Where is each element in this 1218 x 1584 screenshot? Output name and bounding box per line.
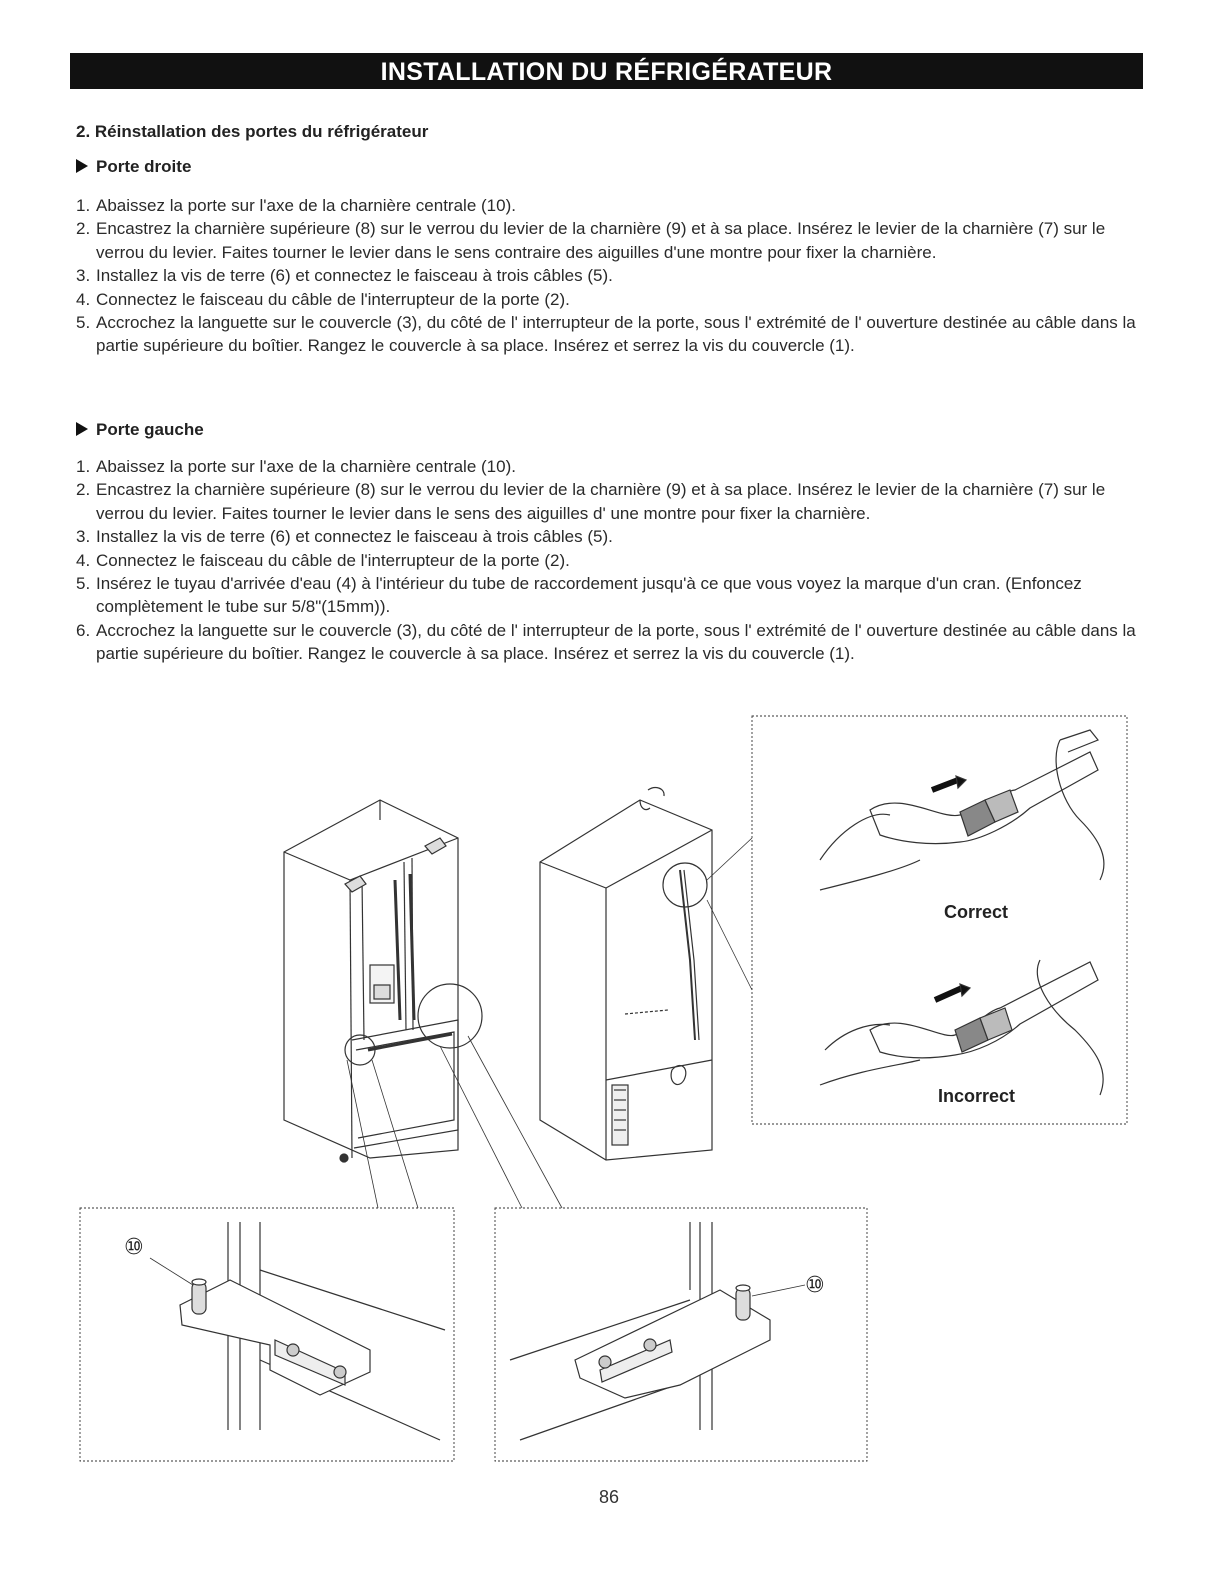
step-number: 5. [76,574,91,594]
step-text: Insérez le tuyau d'arrivée d'eau (4) à l'intérieur du tube de raccordement jusqu'à ce que vous voyez la marque d'un cran. (Enfoncez complètement le tube sur 5/8"(15mm)). [96,574,1082,617]
step-text: Installez la vis de terre (6) et connectez le faisceau à trois câbles (5). [96,527,613,547]
refrigerator-front-view [284,800,482,1162]
callout-10-right: ⑩ [805,1272,825,1297]
step-text: Encastrez la charnière supérieure (8) sur le verrou du levier de la charnière (9) et à sa place. Insérez le levier de la charnière (7) sur le verrou du levier. Faites tourner le levier dans le sens des aiguilles d' une montre pour fixer la charnière. [96,480,1106,523]
hose-detail-panel [752,716,1127,1124]
page-number: 86 [598,1487,620,1507]
step-text: Accrochez la languette sur le couvercle (3), du côté de l' interrupteur de la porte, sous l' extrémité de l' ouverture destinée au câble dans la partie supérieure du boîtier. Rangez le couvercle à sa place. Insérez et serrez la vis du couvercle (1). [96,313,1136,356]
step-text: Abaissez la porte sur l'axe de la charnière centrale (10). [96,457,516,476]
right-door-heading-label: Porte droite [96,157,192,176]
step-text: Connectez le faisceau du câble de l'interrupteur de la porte (2). [96,289,570,309]
right-hinge-detail [495,1208,867,1461]
step-number: 1. [76,457,91,476]
step-text: Installez la vis de terre (6) et connectez le faisceau à trois câbles (5). [96,266,613,286]
step-text: Connectez le faisceau du câble de l'interrupteur de la porte (2). [96,550,570,570]
step-number: 4. [76,289,91,309]
step-number: 3. [76,266,91,286]
incorrect-caption: Incorrect [938,1086,1016,1106]
page-banner: INSTALLATION DU RÉFRIGÉRATEUR [70,53,1143,89]
section-title: 2. Réinstallation des portes du réfrigérateur [76,122,429,141]
step-text: Abaissez la porte sur l'axe de la charnière centrale (10). [96,196,516,215]
step-number: 6. [76,620,91,640]
step-number: 1. [76,196,91,215]
left-door-heading-label: Porte gauche [96,420,204,439]
step-text: Accrochez la languette sur le couvercle (3), du côté de l' interrupteur de la porte, sous l' extrémité de l' ouverture destinée au câble dans la partie supérieure du boîtier. Rangez le couvercle à sa place. Insérez et serrez la vis du couvercle (1). [96,620,1136,664]
callout-10-left: ⑩ [124,1234,144,1259]
step-number: 3. [76,527,91,547]
refrigerator-back-view [540,788,712,1160]
correct-caption: Correct [944,902,1009,922]
step-text: Encastrez la charnière supérieure (8) sur le verrou du levier de la charnière (9) et à sa place. Insérez le levier de la charnière (7) sur le verrou du levier. Faites tourner le levier dans le sens contraire des aiguilles d'une montre pour fixer la charnière. [96,219,1106,262]
step-number: 2. [76,480,91,500]
step-number: 5. [76,313,91,333]
step-number: 2. [76,219,91,239]
step-number: 4. [76,550,91,570]
